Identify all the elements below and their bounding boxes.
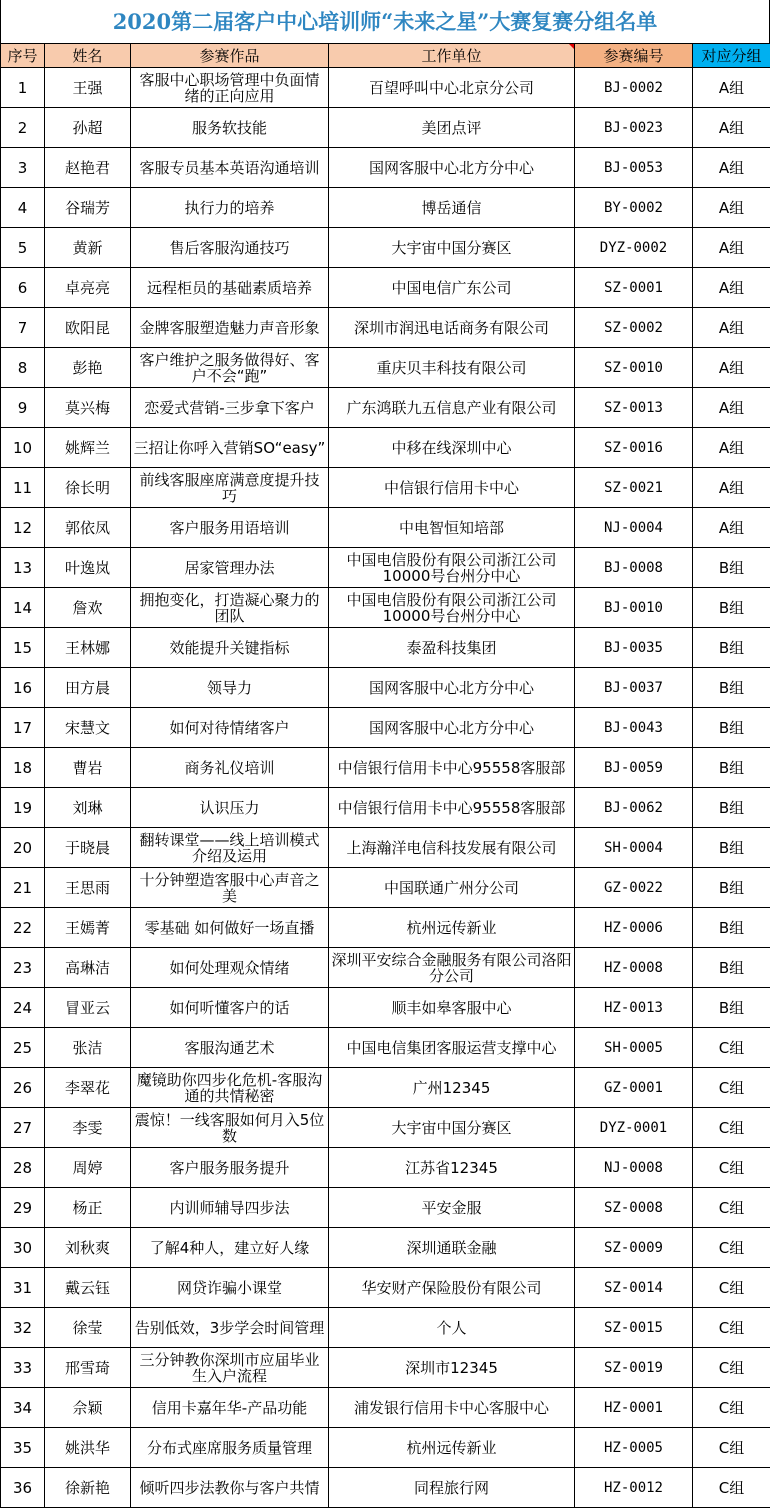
cell-name[interactable]: 佘颖 — [45, 1388, 131, 1428]
table-row — [1, 508, 770, 548]
table-row — [1, 1308, 770, 1348]
cell-no[interactable]: 24 — [1, 988, 45, 1028]
cell-work[interactable]: 金牌客服塑造魅力声音形象 — [131, 308, 329, 348]
cell-unit[interactable]: 广东鸿联九五信息产业有限公司 — [329, 388, 575, 428]
table-row — [1, 1388, 770, 1428]
cell-name[interactable]: 卓亮亮 — [45, 268, 131, 308]
cell-unit[interactable]: 顺丰如皋客服中心 — [329, 988, 575, 1028]
cell-no[interactable]: 20 — [1, 828, 45, 868]
cell-name[interactable]: 王嫣菁 — [45, 908, 131, 948]
table-row — [1, 1268, 770, 1308]
cell-name[interactable]: 杨正 — [45, 1188, 131, 1228]
cell-name[interactable]: 彭艳 — [45, 348, 131, 388]
cell-work[interactable]: 如何处理观众情绪 — [131, 948, 329, 988]
cell-no[interactable]: 10 — [1, 428, 45, 468]
cell-no[interactable]: 35 — [1, 1428, 45, 1468]
cell-code[interactable]: SH-0005 — [575, 1028, 693, 1068]
table-row — [1, 868, 770, 908]
cell-name[interactable]: 田方晨 — [45, 668, 131, 708]
cell-no[interactable]: 28 — [1, 1148, 45, 1188]
cell-unit[interactable]: 中信银行信用卡中心95558客服部 — [329, 748, 575, 788]
cell-work[interactable]: 服务软技能 — [131, 108, 329, 148]
cell-no[interactable]: 19 — [1, 788, 45, 828]
cell-code[interactable]: SZ-0008 — [575, 1188, 693, 1228]
cell-code[interactable]: BJ-0059 — [575, 748, 693, 788]
cell-unit[interactable]: 泰盈科技集团 — [329, 628, 575, 668]
cell-code[interactable]: BJ-0062 — [575, 788, 693, 828]
cell-work[interactable]: 魔镜助你四步化危机-客服沟通的共情秘密 — [131, 1068, 329, 1108]
cell-name[interactable]: 王思雨 — [45, 868, 131, 908]
cell-code[interactable]: NJ-0004 — [575, 508, 693, 548]
cell-group[interactable]: A组 — [693, 268, 770, 308]
cell-group[interactable]: A组 — [693, 428, 770, 468]
cell-code[interactable]: SZ-0016 — [575, 428, 693, 468]
cell-unit[interactable]: 百望呼叫中心北京分公司 — [329, 68, 575, 108]
cell-work[interactable]: 客服专员基本英语沟通培训 — [131, 148, 329, 188]
header-unit-label: 工作单位 — [421, 47, 481, 65]
cell-unit[interactable]: 中国电信股份有限公司浙江公司10000号台州分中心 — [329, 548, 575, 588]
table-row — [1, 268, 770, 308]
table-row — [1, 668, 770, 708]
cell-code[interactable]: SZ-0013 — [575, 388, 693, 428]
header-code[interactable]: 参赛编号 — [575, 44, 693, 68]
table-row — [1, 108, 770, 148]
table-row — [1, 428, 770, 468]
cell-name[interactable]: 徐长明 — [45, 468, 131, 508]
cell-group[interactable]: B组 — [693, 748, 770, 788]
table-row — [1, 1228, 770, 1268]
cell-unit[interactable]: 中移在线深圳中心 — [329, 428, 575, 468]
cell-work[interactable]: 领导力 — [131, 668, 329, 708]
cell-group[interactable]: A组 — [693, 108, 770, 148]
cell-name[interactable]: 叶逸岚 — [45, 548, 131, 588]
table-row — [1, 1428, 770, 1468]
cell-unit[interactable]: 国网客服中心北方分中心 — [329, 708, 575, 748]
cell-group[interactable]: C组 — [693, 1188, 770, 1228]
cell-unit[interactable]: 平安金服 — [329, 1188, 575, 1228]
cell-unit[interactable]: 杭州远传新业 — [329, 1428, 575, 1468]
header-work[interactable]: 参赛作品 — [131, 44, 329, 68]
cell-work[interactable]: 十分钟塑造客服中心声音之美 — [131, 868, 329, 908]
cell-group[interactable]: A组 — [693, 68, 770, 108]
cell-code[interactable]: HZ-0008 — [575, 948, 693, 988]
cell-name[interactable]: 欧阳昆 — [45, 308, 131, 348]
table-row — [1, 228, 770, 268]
cell-group[interactable]: B组 — [693, 548, 770, 588]
cell-unit[interactable]: 深圳通联金融 — [329, 1228, 575, 1268]
cell-code[interactable]: GZ-0001 — [575, 1068, 693, 1108]
cell-work[interactable]: 认识压力 — [131, 788, 329, 828]
cell-no[interactable]: 22 — [1, 908, 45, 948]
cell-name[interactable]: 周婷 — [45, 1148, 131, 1188]
cell-code[interactable]: HZ-0001 — [575, 1388, 693, 1428]
cell-code[interactable]: SH-0004 — [575, 828, 693, 868]
cell-name[interactable]: 高琳洁 — [45, 948, 131, 988]
cell-group[interactable]: B组 — [693, 948, 770, 988]
table-row — [1, 388, 770, 428]
cell-work[interactable]: 客服中心职场管理中负面情绪的正向应用 — [131, 68, 329, 108]
cell-work[interactable]: 客户维护之服务做得好、客户不会“跑” — [131, 348, 329, 388]
table-row — [1, 788, 770, 828]
cell-unit[interactable]: 重庆贝丰科技有限公司 — [329, 348, 575, 388]
cell-unit[interactable]: 博岳通信 — [329, 188, 575, 228]
cell-name[interactable]: 谷瑞芳 — [45, 188, 131, 228]
cell-code[interactable]: SZ-0009 — [575, 1228, 693, 1268]
cell-work[interactable]: 信用卡嘉年华-产品功能 — [131, 1388, 329, 1428]
cell-name[interactable]: 曹岩 — [45, 748, 131, 788]
cell-no[interactable]: 30 — [1, 1228, 45, 1268]
cell-unit[interactable]: 个人 — [329, 1308, 575, 1348]
cell-no[interactable]: 15 — [1, 628, 45, 668]
cell-group[interactable]: A组 — [693, 508, 770, 548]
cell-code[interactable]: BJ-0008 — [575, 548, 693, 588]
cell-no[interactable]: 27 — [1, 1108, 45, 1148]
cell-group[interactable]: C组 — [693, 1428, 770, 1468]
table-row — [1, 148, 770, 188]
cell-no[interactable]: 26 — [1, 1068, 45, 1108]
cell-code[interactable]: BY-0002 — [575, 188, 693, 228]
header-row — [1, 44, 770, 68]
cell-code[interactable]: SZ-0010 — [575, 348, 693, 388]
cell-no[interactable]: 36 — [1, 1468, 45, 1508]
cell-no[interactable]: 13 — [1, 548, 45, 588]
table-row — [1, 1108, 770, 1148]
cell-code[interactable]: DYZ-0002 — [575, 228, 693, 268]
cell-code[interactable]: BJ-0023 — [575, 108, 693, 148]
cell-no[interactable]: 23 — [1, 948, 45, 988]
cell-name[interactable]: 赵艳君 — [45, 148, 131, 188]
cell-code[interactable]: HZ-0006 — [575, 908, 693, 948]
cell-name[interactable]: 姚洪华 — [45, 1428, 131, 1468]
cell-code[interactable]: BJ-0043 — [575, 708, 693, 748]
cell-work[interactable]: 如何对待情绪客户 — [131, 708, 329, 748]
cell-work[interactable]: 内训师辅导四步法 — [131, 1188, 329, 1228]
cell-group[interactable]: B组 — [693, 828, 770, 868]
cell-no[interactable]: 3 — [1, 148, 45, 188]
cell-name[interactable]: 郭依凤 — [45, 508, 131, 548]
cell-code[interactable]: SZ-0015 — [575, 1308, 693, 1348]
cell-group[interactable]: B组 — [693, 588, 770, 628]
cell-name[interactable]: 姚辉兰 — [45, 428, 131, 468]
cell-work[interactable]: 三分钟教你深圳市应届毕业生入户流程 — [131, 1348, 329, 1388]
cell-unit[interactable]: 江苏省12345 — [329, 1148, 575, 1188]
cell-group[interactable]: A组 — [693, 188, 770, 228]
table-row — [1, 1068, 770, 1108]
cell-name[interactable]: 冒亚云 — [45, 988, 131, 1028]
cell-work[interactable]: 拥抱变化，打造凝心聚力的团队 — [131, 588, 329, 628]
table-row — [1, 1148, 770, 1188]
cell-unit[interactable]: 中国电信股份有限公司浙江公司10000号台州分中心 — [329, 588, 575, 628]
cell-work[interactable]: 告别低效，3步学会时间管理 — [131, 1308, 329, 1348]
cell-no[interactable]: 1 — [1, 68, 45, 108]
cell-work[interactable]: 效能提升关键指标 — [131, 628, 329, 668]
header-unit[interactable] — [329, 44, 575, 68]
cell-no[interactable]: 14 — [1, 588, 45, 628]
cell-no[interactable]: 11 — [1, 468, 45, 508]
cell-unit[interactable]: 广州12345 — [329, 1068, 575, 1108]
contestant-table — [0, 43, 770, 1508]
cell-no[interactable]: 9 — [1, 388, 45, 428]
cell-work[interactable]: 三招让你呼入营销SO“easy” — [131, 428, 329, 468]
header-name[interactable]: 姓名 — [45, 44, 131, 68]
cell-no[interactable]: 32 — [1, 1308, 45, 1348]
table-row — [1, 988, 770, 1028]
cell-name[interactable]: 李翠花 — [45, 1068, 131, 1108]
cell-name[interactable]: 刘琳 — [45, 788, 131, 828]
cell-work[interactable]: 售后客服沟通技巧 — [131, 228, 329, 268]
cell-group[interactable]: C组 — [693, 1388, 770, 1428]
cell-name[interactable]: 刘秋爽 — [45, 1228, 131, 1268]
table-row — [1, 908, 770, 948]
cell-no[interactable]: 4 — [1, 188, 45, 228]
comment-marker-icon — [569, 44, 574, 49]
cell-name[interactable]: 莫兴梅 — [45, 388, 131, 428]
cell-work[interactable]: 网贷诈骗小课堂 — [131, 1268, 329, 1308]
cell-no[interactable]: 12 — [1, 508, 45, 548]
cell-work[interactable]: 客户服务服务提升 — [131, 1148, 329, 1188]
cell-work[interactable]: 前线客服座席满意度提升技巧 — [131, 468, 329, 508]
cell-name[interactable]: 李雯 — [45, 1108, 131, 1148]
cell-unit[interactable]: 中信银行信用卡中心95558客服部 — [329, 788, 575, 828]
cell-group[interactable]: B组 — [693, 668, 770, 708]
cell-work[interactable]: 居家管理办法 — [131, 548, 329, 588]
cell-group[interactable]: B组 — [693, 628, 770, 668]
cell-no[interactable]: 21 — [1, 868, 45, 908]
cell-name[interactable]: 孙超 — [45, 108, 131, 148]
table-row — [1, 708, 770, 748]
cell-no[interactable]: 7 — [1, 308, 45, 348]
cell-code[interactable]: GZ-0022 — [575, 868, 693, 908]
sheet-title: 2020第二届客户中心培训师“未来之星”大赛复赛分组名单 — [0, 0, 770, 43]
cell-group[interactable]: A组 — [693, 348, 770, 388]
cell-no[interactable]: 18 — [1, 748, 45, 788]
cell-group[interactable]: A组 — [693, 228, 770, 268]
cell-group[interactable]: C组 — [693, 1468, 770, 1508]
cell-name[interactable]: 邢雪琦 — [45, 1348, 131, 1388]
cell-code[interactable]: SZ-0001 — [575, 268, 693, 308]
table-row — [1, 588, 770, 628]
cell-unit[interactable]: 深圳市12345 — [329, 1348, 575, 1388]
table-row — [1, 948, 770, 988]
cell-work[interactable]: 远程柜员的基础素质培养 — [131, 268, 329, 308]
cell-code[interactable]: SZ-0014 — [575, 1268, 693, 1308]
table-row — [1, 748, 770, 788]
header-no[interactable]: 序号 — [1, 44, 45, 68]
cell-unit[interactable]: 深圳平安综合金融服务有限公司洛阳分公司 — [329, 948, 575, 988]
cell-code[interactable]: HZ-0013 — [575, 988, 693, 1028]
cell-group[interactable]: C组 — [693, 1348, 770, 1388]
cell-unit[interactable]: 中国电信集团客服运营支撑中心 — [329, 1028, 575, 1068]
cell-work[interactable]: 翻转课堂——线上培训模式介绍及运用 — [131, 828, 329, 868]
cell-code[interactable]: SZ-0021 — [575, 468, 693, 508]
cell-group[interactable]: C组 — [693, 1028, 770, 1068]
cell-group[interactable]: B组 — [693, 788, 770, 828]
cell-code[interactable]: BJ-0037 — [575, 668, 693, 708]
cell-code[interactable]: NJ-0008 — [575, 1148, 693, 1188]
table-row — [1, 468, 770, 508]
cell-unit[interactable]: 同程旅行网 — [329, 1468, 575, 1508]
table-row — [1, 348, 770, 388]
cell-code[interactable]: SZ-0002 — [575, 308, 693, 348]
table-row — [1, 1028, 770, 1068]
cell-name[interactable]: 于晓晨 — [45, 828, 131, 868]
cell-unit[interactable]: 中信银行信用卡中心 — [329, 468, 575, 508]
table-row — [1, 308, 770, 348]
cell-unit[interactable]: 国网客服中心北方分中心 — [329, 668, 575, 708]
cell-name[interactable]: 黄新 — [45, 228, 131, 268]
cell-no[interactable]: 16 — [1, 668, 45, 708]
cell-name[interactable]: 戴云钰 — [45, 1268, 131, 1308]
cell-no[interactable]: 34 — [1, 1388, 45, 1428]
cell-work[interactable]: 了解4种人，建立好人缘 — [131, 1228, 329, 1268]
cell-code[interactable]: BJ-0035 — [575, 628, 693, 668]
cell-code[interactable]: SZ-0019 — [575, 1348, 693, 1388]
table-row — [1, 628, 770, 668]
table-body — [1, 68, 770, 1508]
cell-work[interactable]: 执行力的培养 — [131, 188, 329, 228]
cell-unit[interactable]: 国网客服中心北方分中心 — [329, 148, 575, 188]
cell-code[interactable]: DYZ-0001 — [575, 1108, 693, 1148]
cell-unit[interactable]: 中电智恒知培部 — [329, 508, 575, 548]
cell-name[interactable]: 宋慧文 — [45, 708, 131, 748]
table-row — [1, 188, 770, 228]
cell-unit[interactable]: 华安财产保险股份有限公司 — [329, 1268, 575, 1308]
cell-name[interactable]: 徐新艳 — [45, 1468, 131, 1508]
cell-group[interactable]: C组 — [693, 1228, 770, 1268]
cell-code[interactable]: BJ-0002 — [575, 68, 693, 108]
cell-no[interactable]: 2 — [1, 108, 45, 148]
cell-unit[interactable]: 中国电信广东公司 — [329, 268, 575, 308]
cell-code[interactable]: HZ-0005 — [575, 1428, 693, 1468]
cell-group[interactable]: C组 — [693, 1308, 770, 1348]
cell-work[interactable]: 震惊！一线客服如何月入5位数 — [131, 1108, 329, 1148]
header-group[interactable]: 对应分组 — [693, 44, 770, 68]
cell-group[interactable]: B组 — [693, 708, 770, 748]
cell-work[interactable]: 分布式座席服务质量管理 — [131, 1428, 329, 1468]
cell-code[interactable]: BJ-0053 — [575, 148, 693, 188]
cell-group[interactable]: C组 — [693, 1148, 770, 1188]
cell-unit[interactable]: 大宇宙中国分赛区 — [329, 1108, 575, 1148]
cell-work[interactable]: 恋爱式营销-三步拿下客户 — [131, 388, 329, 428]
cell-unit[interactable]: 浦发银行信用卡中心客服中心 — [329, 1388, 575, 1428]
cell-name[interactable]: 詹欢 — [45, 588, 131, 628]
cell-unit[interactable]: 中国联通广州分公司 — [329, 868, 575, 908]
cell-unit[interactable]: 大宇宙中国分赛区 — [329, 228, 575, 268]
cell-code[interactable]: BJ-0010 — [575, 588, 693, 628]
cell-work[interactable]: 零基础 如何做好一场直播 — [131, 908, 329, 948]
cell-unit[interactable]: 上海瀚洋电信科技发展有限公司 — [329, 828, 575, 868]
cell-work[interactable]: 如何听懂客户的话 — [131, 988, 329, 1028]
cell-no[interactable]: 6 — [1, 268, 45, 308]
cell-group[interactable]: C组 — [693, 1268, 770, 1308]
cell-no[interactable]: 31 — [1, 1268, 45, 1308]
cell-group[interactable]: A组 — [693, 468, 770, 508]
table-row — [1, 68, 770, 108]
table-row — [1, 548, 770, 588]
cell-group[interactable]: C组 — [693, 1068, 770, 1108]
table-row — [1, 1468, 770, 1508]
table-row — [1, 828, 770, 868]
cell-unit[interactable]: 杭州远传新业 — [329, 908, 575, 948]
table-row — [1, 1348, 770, 1388]
cell-no[interactable]: 29 — [1, 1188, 45, 1228]
cell-code[interactable]: HZ-0012 — [575, 1468, 693, 1508]
cell-work[interactable]: 商务礼仪培训 — [131, 748, 329, 788]
cell-no[interactable]: 8 — [1, 348, 45, 388]
cell-name[interactable]: 徐莹 — [45, 1308, 131, 1348]
cell-group[interactable]: C组 — [693, 1108, 770, 1148]
cell-unit[interactable]: 深圳市润迅电话商务有限公司 — [329, 308, 575, 348]
cell-group[interactable]: A组 — [693, 388, 770, 428]
cell-name[interactable]: 王强 — [45, 68, 131, 108]
cell-no[interactable]: 17 — [1, 708, 45, 748]
cell-work[interactable]: 倾听四步法教你与客户共情 — [131, 1468, 329, 1508]
cell-no[interactable]: 33 — [1, 1348, 45, 1388]
cell-group[interactable]: B组 — [693, 868, 770, 908]
cell-group[interactable]: A组 — [693, 148, 770, 188]
cell-work[interactable]: 客户服务用语培训 — [131, 508, 329, 548]
cell-group[interactable]: B组 — [693, 908, 770, 948]
cell-name[interactable]: 王林娜 — [45, 628, 131, 668]
cell-name[interactable]: 张洁 — [45, 1028, 131, 1068]
cell-no[interactable]: 5 — [1, 228, 45, 268]
cell-group[interactable]: A组 — [693, 308, 770, 348]
cell-no[interactable]: 25 — [1, 1028, 45, 1068]
cell-unit[interactable]: 美团点评 — [329, 108, 575, 148]
cell-group[interactable]: B组 — [693, 988, 770, 1028]
table-row — [1, 1188, 770, 1228]
cell-work[interactable]: 客服沟通艺术 — [131, 1028, 329, 1068]
